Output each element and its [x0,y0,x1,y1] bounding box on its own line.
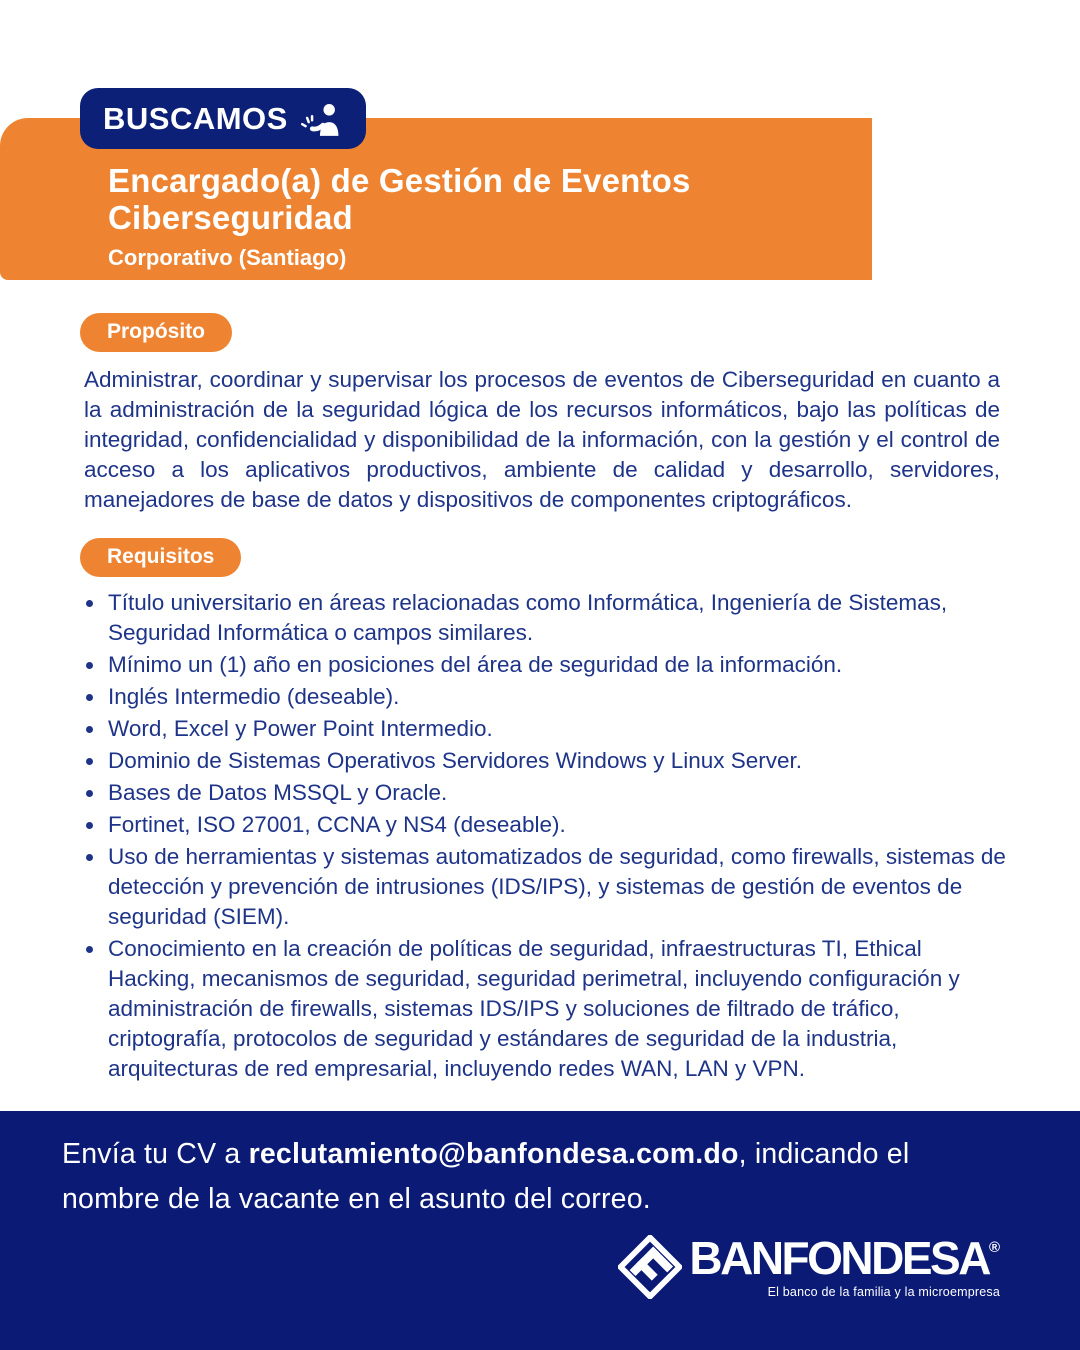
proposito-text: Administrar, coordinar y supervisar los procesos de eventos de Ciberseguridad en cuanto a la administración de la seguridad lógica de los recursos informáticos, bajo las políticas de integridad, confidencialidad y disponibilidad de la información, con la gestión y el control de acceso a los aplicativos productivos, ambiente de calidad y desarrollo, servidores, manejadores de base de datos y dispositivos de componentes criptográficos. [84,367,1000,512]
buscamos-badge [80,88,366,149]
requisito-item: • Bases de Datos MSSQL y Oracle. [106,778,1014,808]
cv-instructions [62,1132,1014,1221]
requisito-item: • Inglés Intermedio (deseable). [106,682,1014,712]
registered-mark: ® [988,1239,1000,1256]
job-location: Corporativo (Santiago) [108,244,347,270]
requisito-item: • Título universitario en áreas relacionadas como Informática, Ingeniería de Sistemas, Seguridad Informática o campos similares. [106,588,1014,648]
requisito-item: • Fortinet, ISO 27001, CCNA y NS4 (deseable). [106,810,1014,840]
logo-wordmark [689,1232,1000,1284]
person-waving-icon [301,103,342,136]
requisito-item: • Conocimiento en la creación de políticas de seguridad, infraestructuras TI, Ethical Hacking, mecanismos de seguridad, seguridad perimetral, incluyendo configuración y administración de firewalls, sistemas IDS/IPS y soluciones de filtrado de tráfico, criptografía, protocolos de seguridad y estándares de seguridad de la industria, arquitecturas de red empresarial, incluyendo redes WAN, LAN y VPN. [106,934,1014,1084]
logo-text-block [689,1232,1000,1299]
requisitos-list [80,588,1014,1084]
content-area [80,313,1016,1086]
proposito-pill: Propósito [80,313,232,352]
logo-tagline: El banco de la familia y la microempresa [767,1285,1000,1299]
requisito-item: • Uso de herramientas y sistemas automatizados de seguridad, como firewalls, sistemas de detección y prevención de intrusiones (IDS/IPS), y sistemas de gestión de eventos de seguridad (SIEM). [106,842,1014,932]
cv-suffix: , indicando el nombre de la vacante en el asunto del correo. [62,1138,910,1215]
requisito-item: • Word, Excel y Power Point Intermedio. [106,714,1014,744]
job-title [108,162,842,237]
requisitos-pill: Requisitos [80,538,241,577]
job-title-line2: Ciberseguridad [108,199,353,237]
banfondesa-logo [618,1232,1000,1299]
requisito-item: • Dominio de Sistemas Operativos Servidores Windows y Linux Server. [106,746,1014,776]
cv-prefix: Envía tu CV a [62,1138,249,1170]
banfondesa-diamond-icon [618,1235,682,1299]
requisito-item: • Mínimo un (1) año en posiciones del área de seguridad de la información. [106,650,1014,680]
footer [0,1111,1080,1350]
buscamos-label: BUSCAMOS [103,100,288,136]
cv-email: reclutamiento@banfondesa.com.do [248,1138,739,1170]
job-title-line1: Encargado(a) de Gestión de Eventos [108,162,691,199]
logo-name-text: BANFONDESA [689,1232,989,1284]
